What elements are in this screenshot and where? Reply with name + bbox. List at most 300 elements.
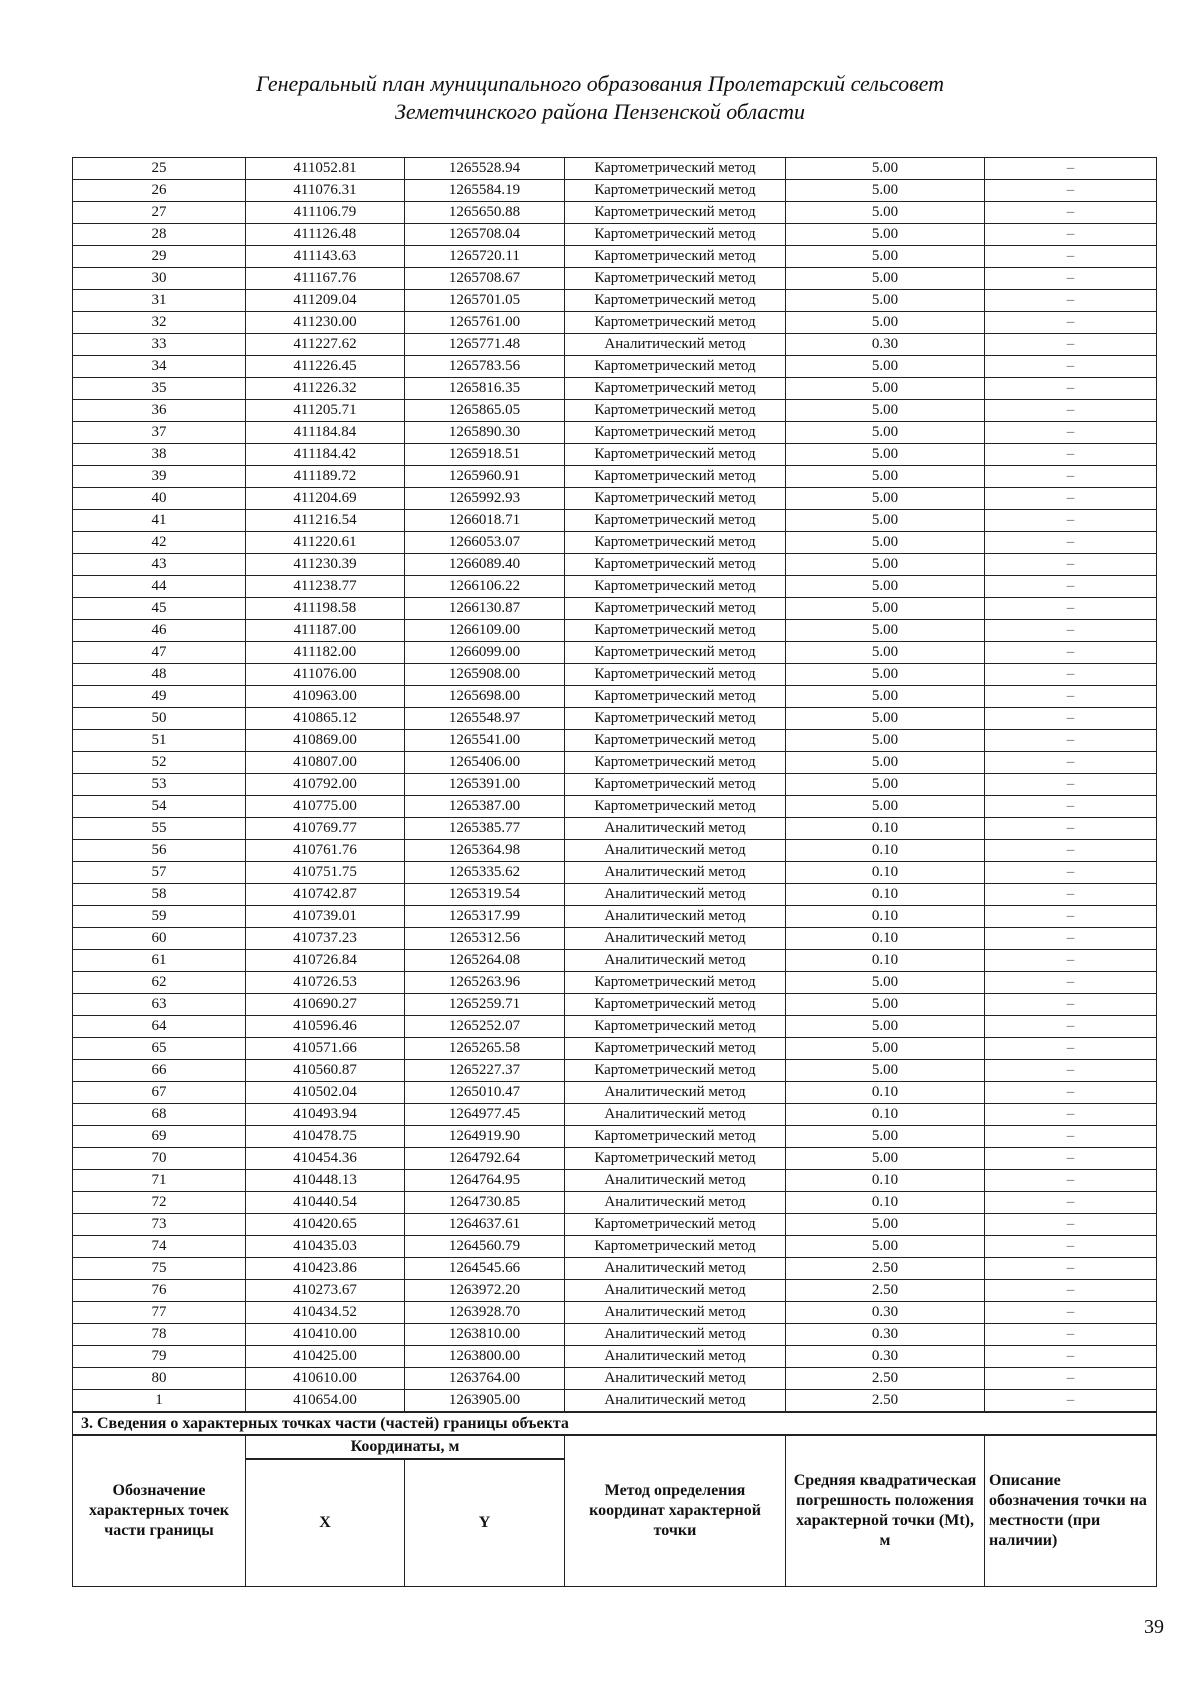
point-number-cell: 76 [73,1280,246,1302]
method-cell: Картометрический метод [565,268,786,290]
method-cell: Аналитический метод [565,334,786,356]
error-cell: 0.10 [786,884,985,906]
table-row [73,774,1157,796]
method-cell: Картометрический метод [565,1060,786,1082]
method-cell: Картометрический метод [565,290,786,312]
error-cell: 5.00 [786,664,985,686]
description-cell: – [985,972,1157,994]
description-cell: – [985,356,1157,378]
point-number-cell: 47 [73,642,246,664]
description-cell: – [985,1148,1157,1170]
description-cell: – [985,444,1157,466]
description-cell: – [985,774,1157,796]
table-body [73,158,1157,1413]
method-cell: Картометрический метод [565,158,786,180]
y-coordinate-cell: 1266130.87 [405,598,565,620]
method-cell: Картометрический метод [565,598,786,620]
table-row [73,158,1157,180]
point-number-cell: 25 [73,158,246,180]
table-row [73,510,1157,532]
description-cell: – [985,554,1157,576]
y-coordinate-cell: 1265761.00 [405,312,565,334]
method-cell: Картометрический метод [565,532,786,554]
x-coordinate-cell: 410742.87 [246,884,405,906]
table-row [73,1192,1157,1214]
section-title: 3. Сведения о характерных точках части (частей) границы объекта [73,1412,1157,1435]
table-row [73,268,1157,290]
description-cell: – [985,378,1157,400]
description-cell: – [985,510,1157,532]
point-number-cell: 32 [73,312,246,334]
table-row [73,598,1157,620]
point-number-cell: 64 [73,1016,246,1038]
y-coordinate-cell: 1265387.00 [405,796,565,818]
x-coordinate-cell: 410420.65 [246,1214,405,1236]
table-row [73,1104,1157,1126]
y-coordinate-cell: 1265335.62 [405,862,565,884]
y-coordinate-cell: 1265720.11 [405,246,565,268]
description-cell: – [985,730,1157,752]
point-number-cell: 62 [73,972,246,994]
description-cell: – [985,598,1157,620]
description-cell: – [985,840,1157,862]
coordinates-table [72,157,1157,1587]
method-cell: Картометрический метод [565,730,786,752]
method-cell: Аналитический метод [565,1324,786,1346]
y-coordinate-cell: 1265391.00 [405,774,565,796]
error-cell: 5.00 [786,400,985,422]
point-number-cell: 68 [73,1104,246,1126]
point-number-cell: 27 [73,202,246,224]
description-cell: – [985,906,1157,928]
point-number-cell: 55 [73,818,246,840]
table-row [73,664,1157,686]
point-number-cell: 53 [73,774,246,796]
description-cell: – [985,1390,1157,1413]
method-cell: Картометрический метод [565,488,786,510]
error-cell: 5.00 [786,246,985,268]
point-number-cell: 29 [73,246,246,268]
method-cell: Картометрический метод [565,1148,786,1170]
point-number-cell: 26 [73,180,246,202]
x-coordinate-cell: 411230.00 [246,312,405,334]
header-point-designation: Обозначение характерных точек части границы [73,1435,246,1587]
x-coordinate-cell: 411220.61 [246,532,405,554]
method-cell: Картометрический метод [565,620,786,642]
error-cell: 5.00 [786,158,985,180]
table-row [73,1148,1157,1170]
y-coordinate-cell: 1264637.61 [405,1214,565,1236]
description-cell: – [985,1170,1157,1192]
table-row [73,884,1157,906]
description-cell: – [985,202,1157,224]
table-row [73,1016,1157,1038]
y-coordinate-cell: 1266089.40 [405,554,565,576]
description-cell: – [985,334,1157,356]
x-coordinate-cell: 410571.66 [246,1038,405,1060]
error-cell: 5.00 [786,290,985,312]
description-cell: – [985,400,1157,422]
table-row [73,466,1157,488]
table-row [73,1236,1157,1258]
method-cell: Картометрический метод [565,1126,786,1148]
point-number-cell: 67 [73,1082,246,1104]
x-coordinate-cell: 410751.75 [246,862,405,884]
point-number-cell: 61 [73,950,246,972]
error-cell: 0.30 [786,334,985,356]
y-coordinate-cell: 1265584.19 [405,180,565,202]
table-row [73,378,1157,400]
error-cell: 0.10 [786,950,985,972]
point-number-cell: 33 [73,334,246,356]
x-coordinate-cell: 410807.00 [246,752,405,774]
x-coordinate-cell: 410596.46 [246,1016,405,1038]
x-coordinate-cell: 411198.58 [246,598,405,620]
error-cell: 5.00 [786,642,985,664]
y-coordinate-cell: 1265992.93 [405,488,565,510]
table-row [73,202,1157,224]
error-cell: 5.00 [786,356,985,378]
error-cell: 5.00 [786,1214,985,1236]
error-cell: 2.50 [786,1280,985,1302]
error-cell: 2.50 [786,1368,985,1390]
table-row [73,532,1157,554]
point-number-cell: 51 [73,730,246,752]
x-coordinate-cell: 411167.76 [246,268,405,290]
description-cell: – [985,158,1157,180]
method-cell: Картометрический метод [565,796,786,818]
point-number-cell: 70 [73,1148,246,1170]
error-cell: 5.00 [786,268,985,290]
header-method: Метод определения координат характерной точки [565,1435,786,1587]
y-coordinate-cell: 1265908.00 [405,664,565,686]
x-coordinate-cell: 410410.00 [246,1324,405,1346]
x-coordinate-cell: 411209.04 [246,290,405,312]
point-number-cell: 36 [73,400,246,422]
y-coordinate-cell: 1265317.99 [405,906,565,928]
table-row [73,1280,1157,1302]
x-coordinate-cell: 411052.81 [246,158,405,180]
method-cell: Картометрический метод [565,708,786,730]
header-coordinates: Координаты, м [246,1435,565,1459]
table-row [73,730,1157,752]
table-row [73,1060,1157,1082]
method-cell: Картометрический метод [565,180,786,202]
y-coordinate-cell: 1266106.22 [405,576,565,598]
y-coordinate-cell: 1265816.35 [405,378,565,400]
error-cell: 5.00 [786,1060,985,1082]
method-cell: Аналитический метод [565,1082,786,1104]
point-number-cell: 63 [73,994,246,1016]
method-cell: Аналитический метод [565,1170,786,1192]
x-coordinate-cell: 410560.87 [246,1060,405,1082]
error-cell: 0.10 [786,840,985,862]
error-cell: 5.00 [786,312,985,334]
header-line-1: Генеральный план муниципального образования Пролетарский сельсовет [255,71,944,96]
y-coordinate-cell: 1265650.88 [405,202,565,224]
table-row [73,972,1157,994]
error-cell: 5.00 [786,620,985,642]
x-coordinate-cell: 410739.01 [246,906,405,928]
x-coordinate-cell: 410690.27 [246,994,405,1016]
x-coordinate-cell: 411184.42 [246,444,405,466]
description-cell: – [985,488,1157,510]
point-number-cell: 37 [73,422,246,444]
y-coordinate-cell: 1265364.98 [405,840,565,862]
point-number-cell: 54 [73,796,246,818]
x-coordinate-cell: 410654.00 [246,1390,405,1413]
method-cell: Картометрический метод [565,378,786,400]
point-number-cell: 72 [73,1192,246,1214]
x-coordinate-cell: 411126.48 [246,224,405,246]
method-cell: Картометрический метод [565,642,786,664]
error-cell: 0.30 [786,1346,985,1368]
error-cell: 5.00 [786,466,985,488]
point-number-cell: 39 [73,466,246,488]
y-coordinate-cell: 1263972.20 [405,1280,565,1302]
y-coordinate-cell: 1265264.08 [405,950,565,972]
table-row [73,708,1157,730]
x-coordinate-cell: 410792.00 [246,774,405,796]
description-cell: – [985,532,1157,554]
point-number-cell: 48 [73,664,246,686]
description-cell: – [985,1126,1157,1148]
method-cell: Картометрический метод [565,1038,786,1060]
point-number-cell: 44 [73,576,246,598]
x-coordinate-cell: 411226.32 [246,378,405,400]
point-number-cell: 31 [73,290,246,312]
y-coordinate-cell: 1265771.48 [405,334,565,356]
error-cell: 0.10 [786,818,985,840]
y-coordinate-cell: 1264730.85 [405,1192,565,1214]
x-coordinate-cell: 410726.84 [246,950,405,972]
table-row [73,488,1157,510]
section-title-row [73,1412,1157,1435]
y-coordinate-cell: 1265960.91 [405,466,565,488]
point-number-cell: 46 [73,620,246,642]
table-row [73,1082,1157,1104]
point-number-cell: 77 [73,1302,246,1324]
y-coordinate-cell: 1264977.45 [405,1104,565,1126]
error-cell: 0.10 [786,906,985,928]
error-cell: 0.10 [786,1192,985,1214]
point-number-cell: 28 [73,224,246,246]
y-coordinate-cell: 1265312.56 [405,928,565,950]
point-number-cell: 49 [73,686,246,708]
description-cell: – [985,1082,1157,1104]
x-coordinate-cell: 410610.00 [246,1368,405,1390]
error-cell: 5.00 [786,994,985,1016]
error-cell: 0.30 [786,1302,985,1324]
error-cell: 5.00 [786,202,985,224]
description-cell: – [985,1280,1157,1302]
error-cell: 0.10 [786,928,985,950]
error-cell: 0.30 [786,1324,985,1346]
point-number-cell: 50 [73,708,246,730]
point-number-cell: 75 [73,1258,246,1280]
description-cell: – [985,290,1157,312]
header-y: Y [405,1459,565,1587]
method-cell: Аналитический метод [565,862,786,884]
point-number-cell: 40 [73,488,246,510]
point-number-cell: 52 [73,752,246,774]
table-row [73,180,1157,202]
method-cell: Картометрический метод [565,1016,786,1038]
description-cell: – [985,752,1157,774]
description-cell: – [985,576,1157,598]
error-cell: 2.50 [786,1390,985,1413]
error-cell: 5.00 [786,488,985,510]
table-row [73,576,1157,598]
description-cell: – [985,928,1157,950]
error-cell: 0.10 [786,1170,985,1192]
table-row [73,642,1157,664]
x-coordinate-cell: 411189.72 [246,466,405,488]
y-coordinate-cell: 1263928.70 [405,1302,565,1324]
y-coordinate-cell: 1265708.04 [405,224,565,246]
x-coordinate-cell: 411187.00 [246,620,405,642]
method-cell: Аналитический метод [565,1192,786,1214]
error-cell: 5.00 [786,576,985,598]
table-row [73,1258,1157,1280]
y-coordinate-cell: 1265783.56 [405,356,565,378]
y-coordinate-cell: 1265708.67 [405,268,565,290]
point-number-cell: 35 [73,378,246,400]
table-row [73,224,1157,246]
x-coordinate-cell: 411182.00 [246,642,405,664]
section-3 [73,1412,1157,1587]
x-coordinate-cell: 410425.00 [246,1346,405,1368]
error-cell: 0.10 [786,862,985,884]
method-cell: Аналитический метод [565,1104,786,1126]
table-row [73,1390,1157,1413]
error-cell: 5.00 [786,686,985,708]
method-cell: Аналитический метод [565,1280,786,1302]
x-coordinate-cell: 410502.04 [246,1082,405,1104]
table-row [73,840,1157,862]
y-coordinate-cell: 1263905.00 [405,1390,565,1413]
point-number-cell: 60 [73,928,246,950]
description-cell: – [985,884,1157,906]
point-number-cell: 78 [73,1324,246,1346]
description-cell: – [985,686,1157,708]
table-row [73,1302,1157,1324]
error-cell: 5.00 [786,972,985,994]
x-coordinate-cell: 410440.54 [246,1192,405,1214]
y-coordinate-cell: 1265548.97 [405,708,565,730]
method-cell: Аналитический метод [565,1302,786,1324]
description-cell: – [985,180,1157,202]
description-cell: – [985,664,1157,686]
description-cell: – [985,862,1157,884]
description-cell: – [985,818,1157,840]
method-cell: Картометрический метод [565,444,786,466]
header-row-1 [73,1435,1157,1459]
point-number-cell: 74 [73,1236,246,1258]
table-row [73,1368,1157,1390]
y-coordinate-cell: 1265263.96 [405,972,565,994]
description-cell: – [985,246,1157,268]
y-coordinate-cell: 1263800.00 [405,1346,565,1368]
point-number-cell: 38 [73,444,246,466]
y-coordinate-cell: 1266018.71 [405,510,565,532]
table-row [73,1038,1157,1060]
method-cell: Аналитический метод [565,1346,786,1368]
table-row [73,818,1157,840]
method-cell: Картометрический метод [565,356,786,378]
x-coordinate-cell: 410865.12 [246,708,405,730]
y-coordinate-cell: 1265406.00 [405,752,565,774]
error-cell: 5.00 [786,1148,985,1170]
x-coordinate-cell: 410493.94 [246,1104,405,1126]
point-number-cell: 65 [73,1038,246,1060]
x-coordinate-cell: 410869.00 [246,730,405,752]
y-coordinate-cell: 1265698.00 [405,686,565,708]
description-cell: – [985,1104,1157,1126]
x-coordinate-cell: 411226.45 [246,356,405,378]
description-cell: – [985,950,1157,972]
x-coordinate-cell: 411143.63 [246,246,405,268]
description-cell: – [985,708,1157,730]
x-coordinate-cell: 410478.75 [246,1126,405,1148]
method-cell: Картометрический метод [565,202,786,224]
x-coordinate-cell: 411184.84 [246,422,405,444]
y-coordinate-cell: 1265865.05 [405,400,565,422]
table-row [73,1324,1157,1346]
description-cell: – [985,1192,1157,1214]
point-number-cell: 42 [73,532,246,554]
method-cell: Картометрический метод [565,466,786,488]
y-coordinate-cell: 1265385.77 [405,818,565,840]
description-cell: – [985,1346,1157,1368]
table-row [73,444,1157,466]
point-number-cell: 57 [73,862,246,884]
y-coordinate-cell: 1264545.66 [405,1258,565,1280]
point-number-cell: 80 [73,1368,246,1390]
table-row [73,334,1157,356]
table-row [73,554,1157,576]
x-coordinate-cell: 410448.13 [246,1170,405,1192]
method-cell: Аналитический метод [565,818,786,840]
point-number-cell: 56 [73,840,246,862]
error-cell: 5.00 [786,598,985,620]
table-row [73,796,1157,818]
table-row [73,906,1157,928]
header-description: Описание обозначения точки на местности (при наличии) [985,1435,1157,1587]
x-coordinate-cell: 410737.23 [246,928,405,950]
page-number: 39 [1144,1616,1164,1638]
table-row [73,752,1157,774]
method-cell: Картометрический метод [565,510,786,532]
header-error: Средняя квадратическая погрешность положения характерной точки (Mt), м [786,1435,985,1587]
description-cell: – [985,1368,1157,1390]
table-row [73,422,1157,444]
error-cell: 5.00 [786,774,985,796]
method-cell: Картометрический метод [565,664,786,686]
method-cell: Аналитический метод [565,1368,786,1390]
y-coordinate-cell: 1265890.30 [405,422,565,444]
point-number-cell: 34 [73,356,246,378]
document-header [0,70,1200,126]
error-cell: 5.00 [786,1236,985,1258]
method-cell: Аналитический метод [565,1390,786,1413]
table-row [73,950,1157,972]
method-cell: Аналитический метод [565,906,786,928]
table-row [73,686,1157,708]
method-cell: Картометрический метод [565,1214,786,1236]
error-cell: 5.00 [786,378,985,400]
method-cell: Картометрический метод [565,752,786,774]
